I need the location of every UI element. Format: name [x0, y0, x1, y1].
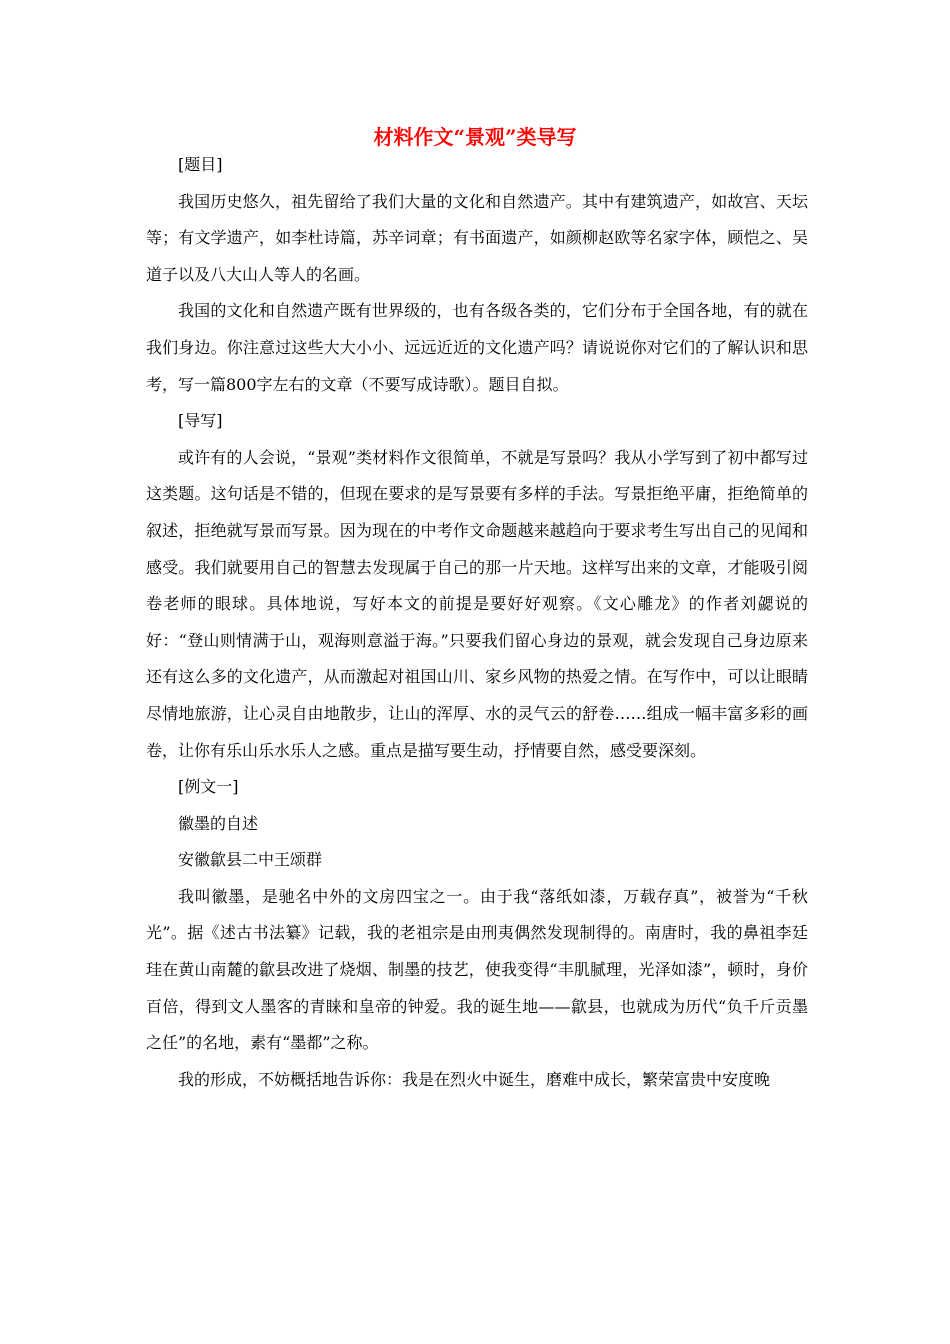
document-body: [146, 147, 808, 1098]
paragraph: 或许有的人会说，“景观”类材料作文很简单，不就是写景吗？我从小学写到了初中都写过这类题。这句话是不错的，但现在要求的是写景要有多样的手法。写景拒绝平庸，拒绝简单的叙述，拒绝就写景而写景。因为现在的中考作文命题越来越趋向于要求考生写出自己的见闻和感受。我们就要用自己的智慧去发现属于自己的那一片天地。这样写出来的文章，才能吸引阅卷老师的眼球。具体地说，写好本文的前提是要好好观察。《文心雕龙》的作者刘勰说的好：“登山则情满于山，观海则意溢于海。”只要我们留心身边的景观，就会发现自己身边原来还有这么多的文化遗产，从而激起对祖国山川、家乡风物的热爱之情。在写作中，可以让眼睛尽情地旅游，让心灵自由地散步，让山的浑厚、水的灵气云的舒卷……组成一幅丰富多彩的画卷，让你有乐山乐水乐人之感。重点是描写要生动，抒情要自然，感受要深刻。: [146, 447, 808, 760]
paragraph: 我叫徽墨，是驰名中外的文房四宝之一。由于我“落纸如漆，万载存真”，被誉为“千秋光”。据《述古书法纂》记载，我的老祖宗是由刑夷偶然发现制得的。南唐时，我的鼻祖李廷珪在黄山南麓的歙县改进了烧烟、制墨的技艺，使我变得“丰肌腻理，光泽如漆”，顿时，身价百倍，得到文人墨客的青睐和皇帝的钟爱。我的诞生地——歙县，也就成为历代“负千斤贡墨之任”的名地，素有“墨都”之称。: [146, 886, 808, 1053]
example-author: 安徽歙县二中王颂群: [178, 850, 323, 870]
paragraph: 我的形成，不妨概括地告诉你：我是在烈火中诞生，磨难中成长，繁荣富贵中安度晚: [178, 1069, 771, 1089]
paragraph: 我国的文化和自然遗产既有世界级的，也有各级各类的，它们分布于全国各地，有的就在我们身边。你注意过这些大大小小、远远近近的文化遗产吗？请说说你对它们的了解认识和思考，写一篇800字左右的文章（不要写成诗歌）。题目自拟。: [146, 301, 808, 394]
section-label-topic: [题目]: [178, 155, 223, 174]
document-title: 材料作文“景观”类导写: [373, 125, 577, 149]
paragraph: 我国历史悠久，祖先留给了我们大量的文化和自然遗产。其中有建筑遗产，如故宫、天坛等；有文学遗产，如李杜诗篇，苏辛词章；有书面遗产，如颜柳赵欧等名家字体，顾恺之、吴道子以及八大山人等人的名画。: [146, 191, 808, 284]
section-label-example: [例文一]: [178, 777, 239, 797]
example-title: 徽墨的自述: [178, 813, 259, 833]
section-label-guide: [导写]: [178, 411, 223, 431]
